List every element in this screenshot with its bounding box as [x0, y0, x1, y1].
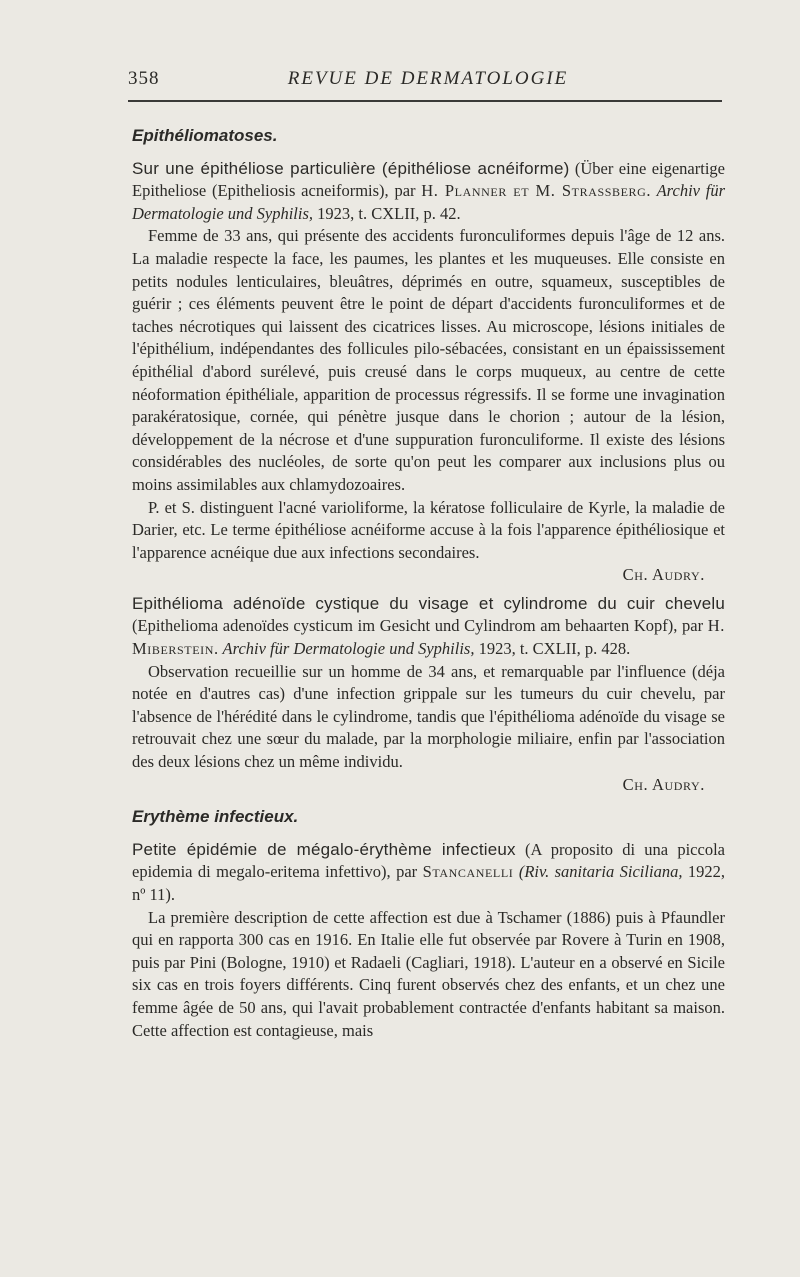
page-header: [128, 68, 728, 94]
citation-journal: (Riv. sanitaria Siciliana,: [513, 862, 683, 882]
entry-citation: [132, 593, 725, 661]
signature: Ch. Audry.: [622, 565, 705, 585]
section-heading: Epithéliomatoses.: [132, 126, 278, 145]
entry-title: Sur une épithéliose particulière (épithéliose acnéiforme): [132, 158, 570, 178]
citation-authors: H. Planner et M. Strassberg.: [421, 181, 652, 201]
abstract-paragraph: P. et S. distinguent l'acné varioliforme, la kératose folliculaire de Kyrle, la maladie de Darier, etc. Le terme épithéliose acnéiforme accuse à la fois l'apparence épithéliosique et l'apparence acnéique due aux infections secondaires.: [132, 497, 725, 562]
entry-title: Petite épidémie de mégalo-érythème infectieux: [132, 839, 516, 859]
page-number: 358: [128, 68, 160, 89]
citation-journal: Archiv für Dermatologie und Syphilis,: [218, 639, 475, 659]
citation-details: 1922, nº 11).: [132, 862, 726, 904]
citation-authors: Stancanelli: [422, 862, 514, 882]
page-body: [132, 115, 725, 1042]
citation-journal: Archiv für Dermatologie und Syphilis,: [132, 181, 725, 223]
abstract-paragraph: Femme de 33 ans, qui présente des accidents furonculiformes depuis l'âge de 12 ans. La maladie respecte la face, les paumes, les plantes et les muqueuses. Elle consiste en petits nodules lenticulaires, bleuâtres, déprimés en outre, squameux, susceptibles de guérir ; ces éléments peuvent être le point de départ d'accidents furonculiformes et de taches nécrotiques qui laissent des cicatrices lisses. Au microscope, lésions initiales de l'épithélium, indépendantes des follicules pilo-sébacées, consistant en un épaississement épithélial d'abord surélevé, puis creusé dans le corps muqueux, au centre de cette néoformation épithéliale, apparition de processus régressifs. Il se forme une invagination parakératosique, cornée, qui pénètre jusque dans le chorion ; autour de la lésion, développement de la nécrose et d'une suppuration furonculiforme. Il existe des lésions considérables des nucléoles, de sorte qu'on peut les comparer aux inclusions plus ou moins assimilables aux chlamydozoaires.: [132, 226, 725, 494]
abstract-paragraph: Observation recueillie sur un homme de 34 ans, et remarquable par l'influence (déja notée en d'autres cas) d'une infection grippale sur les tumeurs du cuir chevelu, par l'absence de l'hérédité dans le cylindrome, tandis que l'épithélioma adénoïde du visage se retrouvait chez une sœur du malade, par la morphologie miliaire, enfin par l'association des deux lésions chez un même individu.: [132, 661, 725, 772]
signature: Ch. Audry.: [622, 774, 705, 794]
entry-citation: [132, 158, 725, 226]
citation-authors: H. Miberstein.: [132, 616, 725, 659]
citation-details: 1923, t. CXLII, p. 428.: [474, 639, 631, 659]
header-rule: [128, 100, 722, 102]
running-title: REVUE DE DERMATOLOGIE: [287, 68, 569, 89]
citation-text: (Epithelioma adenoïdes cysticum im Gesicht und Cylindrom am behaarten Kopf), par: [132, 616, 708, 636]
section-heading: Erythème infectieux.: [132, 807, 299, 827]
citation-text: (Über eine eigenartige Epitheliose (Epitheliosis acneiformis), par: [132, 158, 725, 201]
entry-title: Epithélioma adénoïde cystique du visage et cylindrome du cuir chevelu: [132, 593, 725, 613]
entry-citation: [132, 839, 725, 907]
citation-details: 1923, t. CXLII, p. 42.: [313, 203, 461, 223]
abstract-paragraph: La première description de cette affection est due à Tschamer (1886) puis à Pfaundler qui en rapporta 300 cas en 1916. En Italie elle fut observée par Rovere à Turin en 1908, puis par Pini (Bologne, 1910) et Radaeli (Cagliari, 1918). L'auteur en a observé en Sicile six cas en trois foyers différents. Cinq furent observés chez des enfants, et un chez une femme âgée de 50 ans, qui l'avait probablement contractée d'enfants habitant sa maison. Cette affection est contagieuse, mais: [132, 907, 725, 1040]
citation-text: (A proposito di una piccola epidemia di megalo-eritema infettivo), par: [132, 839, 725, 882]
